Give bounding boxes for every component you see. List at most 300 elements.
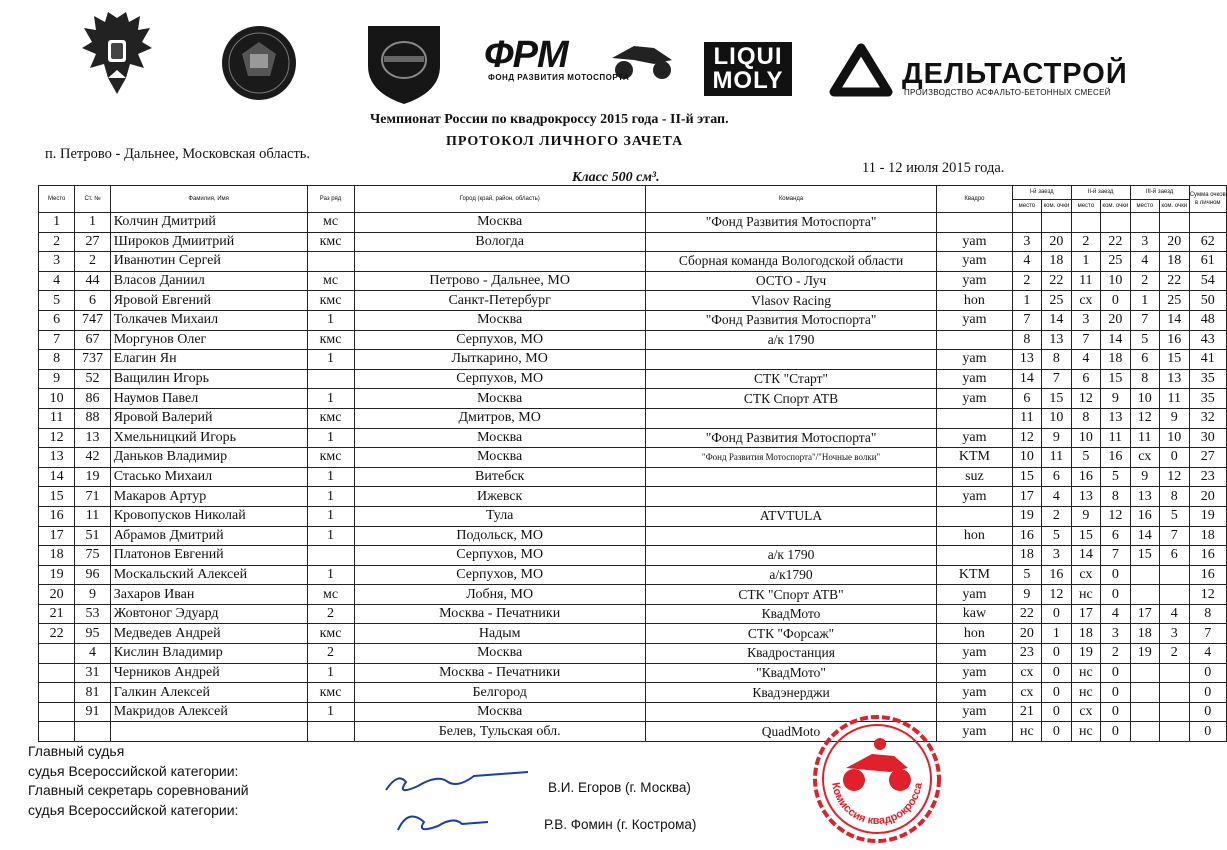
cell-rank: 1 [307, 428, 354, 448]
cell-race2-pts: 0 [1101, 722, 1130, 742]
cell-race3-pts: 11 [1160, 389, 1189, 409]
cell-race2-pos: нс [1071, 585, 1101, 605]
cell-bike: yam [937, 487, 1012, 507]
cell-total: 0 [1189, 663, 1227, 683]
cell-race1-pts: 0 [1042, 722, 1071, 742]
cell-race2-pts: 7 [1101, 546, 1130, 566]
cell-race2-pts: 25 [1101, 252, 1130, 272]
cell-race2-pos: нс [1071, 722, 1101, 742]
table-row [39, 213, 1227, 233]
cell-race3-pts [1160, 683, 1189, 703]
cell-place: 14 [39, 467, 75, 487]
fpm-mark: ФРМ [484, 34, 568, 76]
cell-place: 4 [39, 271, 75, 291]
col-race3: III-й заезд [1130, 186, 1189, 200]
cell-city: Серпухов, МО [354, 546, 645, 566]
table-row [39, 330, 1227, 350]
cell-name: Моргунов Олег [110, 330, 307, 350]
cell-number: 67 [75, 330, 110, 350]
table-row [39, 683, 1227, 703]
col-rank: Раз ряд [307, 186, 354, 213]
cell-race3-pos: 5 [1130, 330, 1160, 350]
cell-number: 81 [75, 683, 110, 703]
cell-team [645, 350, 936, 370]
cell-race1-pos: 23 [1012, 644, 1042, 664]
cell-team: "Фонд Развития Мотоспорта" [645, 428, 936, 448]
cell-race2-pts: 11 [1101, 428, 1130, 448]
cell-rank: кмс [307, 683, 354, 703]
cell-race2-pts: 16 [1101, 448, 1130, 468]
cell-race3-pos [1130, 702, 1160, 722]
cell-race3-pos: 7 [1130, 310, 1160, 330]
cell-race1-pts: 11 [1042, 448, 1071, 468]
cell-place: 15 [39, 487, 75, 507]
cell-race1-pos: 13 [1012, 350, 1042, 370]
cell-race1-pts: 22 [1042, 271, 1071, 291]
cell-race2-pos: нс [1071, 683, 1101, 703]
cell-race1-pos: сх [1012, 683, 1042, 703]
cell-race1-pts: 7 [1042, 369, 1071, 389]
cell-race2-pos: 14 [1071, 546, 1101, 566]
cell-name: Макаров Артур [110, 487, 307, 507]
cell-rank: кмс [307, 291, 354, 311]
cell-name: Стасько Михаил [110, 467, 307, 487]
cell-bike: yam [937, 585, 1012, 605]
cell-bike: yam [937, 271, 1012, 291]
cell-place: 21 [39, 604, 75, 624]
cell-race2-pos: сх [1071, 702, 1101, 722]
cell-race2-pos: 1 [1071, 252, 1101, 272]
cell-place: 17 [39, 526, 75, 546]
cell-race3-pos: 1 [1130, 291, 1160, 311]
cell-rank: 2 [307, 644, 354, 664]
cell-rank: 1 [307, 506, 354, 526]
cell-bike: yam [937, 644, 1012, 664]
cell-race2-pos: 8 [1071, 408, 1101, 428]
cell-name: Платонов Евгений [110, 546, 307, 566]
cell-race1-pos: 17 [1012, 487, 1042, 507]
cell-team: "Фонд Развития Мотоспорта"/"Ночные волки" [645, 448, 936, 468]
cell-rank [307, 369, 354, 389]
cell-city: Серпухов, МО [354, 565, 645, 585]
cell-race1-pos: 2 [1012, 271, 1042, 291]
cell-place: 22 [39, 624, 75, 644]
cell-race2-pts: 14 [1101, 330, 1130, 350]
cell-bike: yam [937, 252, 1012, 272]
cell-race2-pts: 13 [1101, 408, 1130, 428]
cell-race2-pts: 6 [1101, 526, 1130, 546]
cell-race1-pos: нс [1012, 722, 1042, 742]
cell-total: 23 [1189, 467, 1227, 487]
cell-race1-pts: 25 [1042, 291, 1071, 311]
cell-total: 62 [1189, 232, 1227, 252]
cell-bike [937, 506, 1012, 526]
cell-race3-pts: 5 [1160, 506, 1189, 526]
cell-race1-pts: 6 [1042, 467, 1071, 487]
cell-race1-pos: 15 [1012, 467, 1042, 487]
signatures [378, 752, 538, 842]
cell-bike: KTM [937, 448, 1012, 468]
table-row [39, 526, 1227, 546]
results-table [38, 185, 1227, 742]
deltastroy-logo [826, 42, 1156, 98]
cell-city: Москва [354, 389, 645, 409]
col-team: Команда [645, 186, 936, 213]
class-label: Класс 500 см³. [572, 170, 660, 185]
cell-name: Даньков Владимир [110, 448, 307, 468]
cell-bike: suz [937, 467, 1012, 487]
table-row [39, 644, 1227, 664]
cell-city: Тула [354, 506, 645, 526]
cell-rank: кмс [307, 330, 354, 350]
table-row [39, 448, 1227, 468]
cell-number: 42 [75, 448, 110, 468]
cell-number: 747 [75, 310, 110, 330]
cell-team: СТК Спорт АТВ [645, 389, 936, 409]
cell-race2-pts: 8 [1101, 487, 1130, 507]
cell-race3-pos [1130, 722, 1160, 742]
cell-place: 7 [39, 330, 75, 350]
cell-race1-pts: 16 [1042, 565, 1071, 585]
cell-race3-pos [1130, 585, 1160, 605]
cell-name: Москальский Алексей [110, 565, 307, 585]
cell-name: Кровопусков Николай [110, 506, 307, 526]
cell-race3-pts: 9 [1160, 408, 1189, 428]
cell-race1-pos: 11 [1012, 408, 1042, 428]
cell-rank: кмс [307, 448, 354, 468]
cell-city: Лыткарино, МО [354, 350, 645, 370]
col-name: Фамилия, Имя [110, 186, 307, 213]
russia-coat-of-arms-logo [78, 8, 156, 96]
col-total: Сумма очков в личном [1189, 186, 1227, 213]
cell-race3-pos: 18 [1130, 624, 1160, 644]
cell-total: 0 [1189, 722, 1227, 742]
cell-city: Витебск [354, 467, 645, 487]
cell-total: 12 [1189, 585, 1227, 605]
fpm-subtitle: ФОНД РАЗВИТИЯ МОТОСПОРТА [488, 73, 630, 82]
cell-race1-pts: 8 [1042, 350, 1071, 370]
table-row [39, 369, 1227, 389]
cell-city: Ижевск [354, 487, 645, 507]
cell-race2-pts: 10 [1101, 271, 1130, 291]
cell-number: 51 [75, 526, 110, 546]
cell-race2-pos: 5 [1071, 448, 1101, 468]
table-row [39, 271, 1227, 291]
cell-city: Подольск, МО [354, 526, 645, 546]
table-row [39, 291, 1227, 311]
cell-rank: 1 [307, 467, 354, 487]
cell-number [75, 722, 110, 742]
cell-race1-pts: 15 [1042, 389, 1071, 409]
cell-race2-pts: 3 [1101, 624, 1130, 644]
stamp-text: Комиссия квадрокросса [829, 781, 925, 828]
cell-name: Черников Андрей [110, 663, 307, 683]
cell-race3-pts: 10 [1160, 428, 1189, 448]
cell-race1-pos: 5 [1012, 565, 1042, 585]
cell-place: 11 [39, 408, 75, 428]
cell-rank: кмс [307, 624, 354, 644]
cell-city: Москва - Печатники [354, 663, 645, 683]
cell-team: СТК "Старт" [645, 369, 936, 389]
cell-race3-pos: 6 [1130, 350, 1160, 370]
cell-race3-pos: 14 [1130, 526, 1160, 546]
cell-total: 18 [1189, 526, 1227, 546]
cell-team: а/к 1790 [645, 546, 936, 566]
cell-team: а/к1790 [645, 565, 936, 585]
footer-secretary-category: судья Всероссийской категории: [28, 801, 239, 818]
cell-name: Власов Даниил [110, 271, 307, 291]
cell-race1-pos: 12 [1012, 428, 1042, 448]
cell-race2-pts: 0 [1101, 291, 1130, 311]
cell-name: Медведев Андрей [110, 624, 307, 644]
cell-name: Толкачев Михаил [110, 310, 307, 330]
cell-race2-pts: 18 [1101, 350, 1130, 370]
cell-number: 11 [75, 506, 110, 526]
cell-race1-pts: 10 [1042, 408, 1071, 428]
cell-race2-pts: 0 [1101, 585, 1130, 605]
cell-rank: кмс [307, 232, 354, 252]
cell-rank: 1 [307, 310, 354, 330]
cell-race3-pos: 8 [1130, 369, 1160, 389]
cell-race3-pts: 0 [1160, 448, 1189, 468]
cell-city: Москва - Печатники [354, 604, 645, 624]
cell-total: 54 [1189, 271, 1227, 291]
cell-race1-pos [1012, 213, 1042, 233]
cell-race1-pts: 13 [1042, 330, 1071, 350]
table-row [39, 546, 1227, 566]
cell-name: Иванютин Сергей [110, 252, 307, 272]
cell-city: Лобня, МО [354, 585, 645, 605]
cell-race1-pts: 14 [1042, 310, 1071, 330]
cell-race1-pts: 0 [1042, 604, 1071, 624]
col-race1: I-й заезд [1012, 186, 1071, 200]
cell-race2-pos: 3 [1071, 310, 1101, 330]
cell-total: 19 [1189, 506, 1227, 526]
cell-bike: hon [937, 526, 1012, 546]
cell-race3-pos: 10 [1130, 389, 1160, 409]
col-race2-pos: место [1071, 199, 1101, 213]
cell-race2-pts: 0 [1101, 663, 1130, 683]
cell-team: "Фонд Развития Мотоспорта" [645, 310, 936, 330]
cell-name: Яровой Евгений [110, 291, 307, 311]
col-number: Ст. № [75, 186, 110, 213]
cell-number: 91 [75, 702, 110, 722]
cell-race3-pos [1130, 213, 1160, 233]
cell-team: СТК "Спорт АТВ" [645, 585, 936, 605]
cell-number: 13 [75, 428, 110, 448]
cell-race2-pos: сх [1071, 565, 1101, 585]
cell-race2-pts: 2 [1101, 644, 1130, 664]
cell-place [39, 644, 75, 664]
cell-name: Ващилин Игорь [110, 369, 307, 389]
page-title: Чемпионат России по квадрокроссу 2015 года - II-й этап. [370, 112, 729, 127]
cell-rank: кмс [307, 408, 354, 428]
cell-team: ATVTULA [645, 506, 936, 526]
cell-race3-pos: 4 [1130, 252, 1160, 272]
col-race2: II-й заезд [1071, 186, 1130, 200]
table-row [39, 467, 1227, 487]
cell-race3-pts: 15 [1160, 350, 1189, 370]
cell-number: 737 [75, 350, 110, 370]
shield-club-logo [366, 22, 442, 106]
table-row [39, 232, 1227, 252]
cell-race1-pts: 9 [1042, 428, 1071, 448]
cell-city: Москва [354, 448, 645, 468]
cell-total: 7 [1189, 624, 1227, 644]
cell-bike: yam [937, 663, 1012, 683]
federation-emblem-logo [220, 24, 298, 102]
cell-race1-pos: 4 [1012, 252, 1042, 272]
cell-rank: мс [307, 585, 354, 605]
cell-team: "КвадМото" [645, 663, 936, 683]
cell-bike: yam [937, 702, 1012, 722]
cell-bike [937, 330, 1012, 350]
cell-race2-pts: 22 [1101, 232, 1130, 252]
cell-race1-pos: 20 [1012, 624, 1042, 644]
cell-race1-pts: 20 [1042, 232, 1071, 252]
footer-chief-secretary: Главный секретарь соревнований [28, 782, 249, 798]
cell-race1-pts: 18 [1042, 252, 1071, 272]
cell-number: 88 [75, 408, 110, 428]
cell-team: Сборная команда Вологодской области [645, 252, 936, 272]
cell-bike: yam [937, 722, 1012, 742]
cell-race1-pos: 7 [1012, 310, 1042, 330]
table-row [39, 350, 1227, 370]
cell-race3-pos: 12 [1130, 408, 1160, 428]
cell-rank: мс [307, 271, 354, 291]
cell-number: 6 [75, 291, 110, 311]
cell-place: 18 [39, 546, 75, 566]
cell-race2-pos: 12 [1071, 389, 1101, 409]
cell-number: 9 [75, 585, 110, 605]
footer-chief-judge: Главный судья [28, 743, 125, 759]
cell-race3-pts: 7 [1160, 526, 1189, 546]
cell-team: СТК "Форсаж" [645, 624, 936, 644]
cell-name: Абрамов Дмитрий [110, 526, 307, 546]
cell-team: Vlasov Racing [645, 291, 936, 311]
cell-race1-pos: 21 [1012, 702, 1042, 722]
cell-race3-pts: 4 [1160, 604, 1189, 624]
cell-rank: 1 [307, 663, 354, 683]
cell-race2-pos: 11 [1071, 271, 1101, 291]
cell-place: 16 [39, 506, 75, 526]
cell-total: 35 [1189, 389, 1227, 409]
cell-total: 16 [1189, 546, 1227, 566]
cell-total [1189, 213, 1227, 233]
cell-rank [307, 252, 354, 272]
cell-rank: 2 [307, 604, 354, 624]
cell-name: Елагин Ян [110, 350, 307, 370]
cell-race3-pts [1160, 213, 1189, 233]
cell-race2-pos: 19 [1071, 644, 1101, 664]
fpm-logo [484, 34, 679, 88]
cell-bike [937, 213, 1012, 233]
judge-name: В.И. Егоров (г. Москва) [548, 780, 691, 795]
col-place: Место [39, 186, 75, 213]
commission-stamp [812, 714, 942, 844]
cell-place [39, 702, 75, 722]
table-row [39, 408, 1227, 428]
cell-race3-pts [1160, 663, 1189, 683]
cell-place: 5 [39, 291, 75, 311]
cell-place: 19 [39, 565, 75, 585]
cell-race1-pos: 18 [1012, 546, 1042, 566]
cell-team: Квадростанция [645, 644, 936, 664]
cell-bike: yam [937, 232, 1012, 252]
cell-total: 0 [1189, 702, 1227, 722]
cell-city: Дмитров, МО [354, 408, 645, 428]
col-race1-pos: место [1012, 199, 1042, 213]
cell-team: "Фонд Развития Мотоспорта" [645, 213, 936, 233]
cell-race1-pts: 0 [1042, 702, 1071, 722]
cell-race1-pos: 9 [1012, 585, 1042, 605]
table-row [39, 604, 1227, 624]
cell-race3-pts: 8 [1160, 487, 1189, 507]
cell-race3-pos: 3 [1130, 232, 1160, 252]
table-row [39, 624, 1227, 644]
cell-race2-pos [1071, 213, 1101, 233]
cell-race2-pts: 4 [1101, 604, 1130, 624]
table-row [39, 506, 1227, 526]
cell-number: 86 [75, 389, 110, 409]
cell-rank: мс [307, 213, 354, 233]
cell-total: 8 [1189, 604, 1227, 624]
cell-name: Наумов Павел [110, 389, 307, 409]
cell-team: КвадМото [645, 604, 936, 624]
cell-race3-pts: 13 [1160, 369, 1189, 389]
cell-team [645, 526, 936, 546]
cell-place: 1 [39, 213, 75, 233]
cell-place: 20 [39, 585, 75, 605]
cell-place [39, 683, 75, 703]
col-race1-pts: ком. очки [1042, 199, 1071, 213]
cell-city: Москва [354, 644, 645, 664]
cell-race1-pos: 19 [1012, 506, 1042, 526]
col-race2-pts: ком. очки [1101, 199, 1130, 213]
cell-city: Серпухов, МО [354, 369, 645, 389]
col-race3-pos: место [1130, 199, 1160, 213]
cell-race3-pos: 9 [1130, 467, 1160, 487]
cell-bike: KTM [937, 565, 1012, 585]
cell-race3-pts: 2 [1160, 644, 1189, 664]
cell-name: Хмельницкий Игорь [110, 428, 307, 448]
col-bike: Квадро [937, 186, 1012, 213]
footer-block [28, 742, 249, 820]
cell-race3-pts [1160, 722, 1189, 742]
cell-team: ОСТО - Луч [645, 271, 936, 291]
cell-place: 10 [39, 389, 75, 409]
cell-race2-pos: 13 [1071, 487, 1101, 507]
cell-total: 48 [1189, 310, 1227, 330]
cell-team: а/к 1790 [645, 330, 936, 350]
cell-bike: yam [937, 428, 1012, 448]
cell-number: 53 [75, 604, 110, 624]
cell-total: 4 [1189, 644, 1227, 664]
cell-race1-pts: 0 [1042, 683, 1071, 703]
cell-race3-pos: 16 [1130, 506, 1160, 526]
cell-bike: yam [937, 310, 1012, 330]
cell-name: Широков Дмиитрий [110, 232, 307, 252]
cell-race2-pts: 20 [1101, 310, 1130, 330]
secretary-name: Р.В. Фомин (г. Кострома) [544, 817, 697, 832]
cell-place [39, 663, 75, 683]
cell-race3-pts [1160, 585, 1189, 605]
cell-race1-pts: 2 [1042, 506, 1071, 526]
cell-bike: hon [937, 291, 1012, 311]
cell-team [645, 487, 936, 507]
cell-city: Надым [354, 624, 645, 644]
cell-race2-pts: 0 [1101, 702, 1130, 722]
